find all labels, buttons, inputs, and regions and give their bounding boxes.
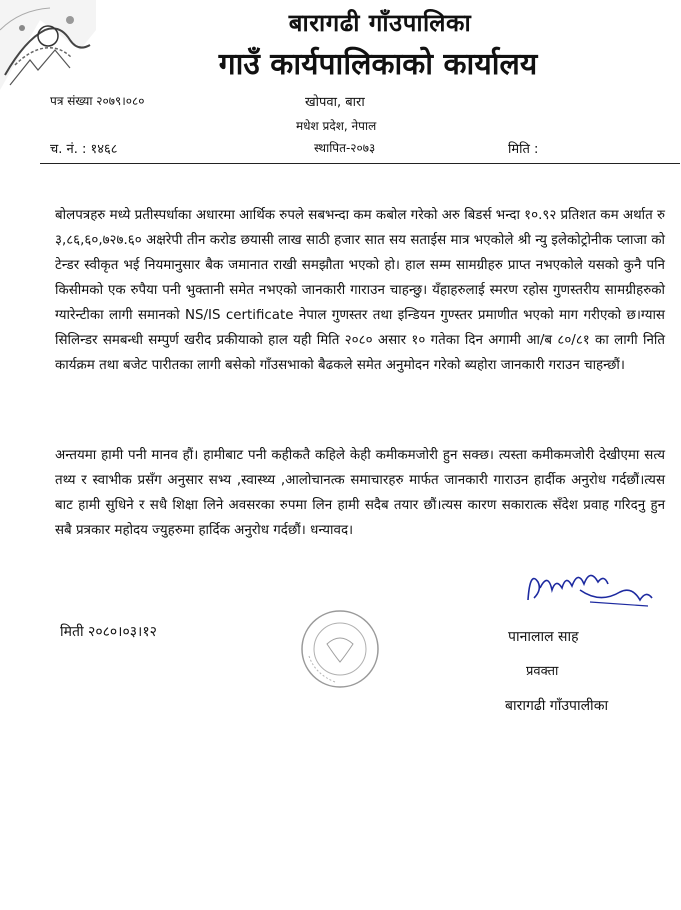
body-paragraph-2: अन्तयमा हामी पनी मानव हौं। हामीबाट पनी कहीकतै कहिले केही कमीकमजोरी हुन सक्छ। त्यस्ता कमीकमजोरी देखीएमा सत्य तथ्य र स्वाभीक प्रसँग अनुसार सभ्य ,स्वास्थ्य ,आलोचानत्क समाचारहरु मार्फत जानकारी गाराउन हार्दीक अनुरोध गर्दछौं।त्यस बाट हामी सुधिने र सधै शिक्षा लिने अवसरका रुपमा लिन हामी सदैब तयार छौं।त्यस कारण सकारात्क सँदेश प्रवाह गरिदनु हुन सबै प्रत्रकार महोदय ज्युहरुमा हार्दिक अनुरोध गर्दछौं। धन्यावद। bbox=[55, 448, 665, 538]
address-line-1: खोपवा, बारा bbox=[305, 95, 365, 110]
letter-number: पत्र संख्या २०७९।०८० bbox=[50, 94, 145, 108]
official-seal-stamp bbox=[295, 604, 385, 694]
signer-role: प्रवक्ता bbox=[526, 664, 559, 679]
header-divider bbox=[40, 163, 680, 164]
dispatch-number: च. नं. : १४६८ bbox=[50, 142, 118, 157]
address-line-2: मधेश प्रदेश, नेपाल bbox=[296, 119, 377, 133]
body-paragraph-1: बोलपत्रहरु मध्ये प्रतीस्पर्धाका अधारमा आर्थिक रुपले सबभन्दा कम कबोल गरेको अरु बिडर्स भन्दा १०.९२ प्रतिशत कम अर्थात रु ३,८६,६०,७२७.६० अक्षरेपी तीन करोड छयासी लाख साठी हजार सात सय सताईस मात्र भएकोले श्री न्यु इलेकोट्रोनीक प्लाजा को टेन्डर स्वीकृत भई नियमानुसार बैक जमानात राखी समझौता भएको हो। हाल सम्म सामग्रीहरु प्राप्त नभएकोले यसको कुनै पनि किसीमको एक रुपैया पनी भुक्तानी समेत नभएको जानकारी गाराउन चाहन्छु। यँहाहरुलाई स्मरण रहोस गुणस्तरीय सामग्रीहरुको ग्यारेन्टीका लागी समानको NS/IS certificate नेपाल गुणस्तर तथा इन्डियन गुण्स्तर प्रमाणीत भएको माग गरीएको छ।ग्यास सिलिन्डर समबन्धी सम्पुर्ण खरीद प्रकीयाको हाल यही मिति २०८० असार १० गतेका दिन अगामी आ/ब ८०/८१ का लागी निति कार्यक्रम तथा बजेट पारीतका लागी बसेको गाँउसभाको बैढकले समेत अनुमोदन गरेको ब्यहोरा जानकारी गराउन चाहन्छौं। bbox=[55, 208, 665, 373]
date-label: मिति : bbox=[508, 142, 539, 157]
signature-date: मिती २०८०।०३।१२ bbox=[60, 624, 157, 640]
handwritten-signature bbox=[520, 560, 660, 620]
established-year: स्थापित-२०७३ bbox=[314, 141, 376, 155]
office-name: गाउँ कार्यपालिकाको कार्यालय bbox=[218, 47, 538, 82]
nepal-emblem-logo bbox=[0, 0, 96, 90]
signer-name: पानालाल साह bbox=[508, 629, 579, 645]
signer-organization: बारागढी गाँउपालीका bbox=[505, 698, 609, 714]
organization-name: बारागढी गाँउपालिका bbox=[288, 9, 472, 37]
